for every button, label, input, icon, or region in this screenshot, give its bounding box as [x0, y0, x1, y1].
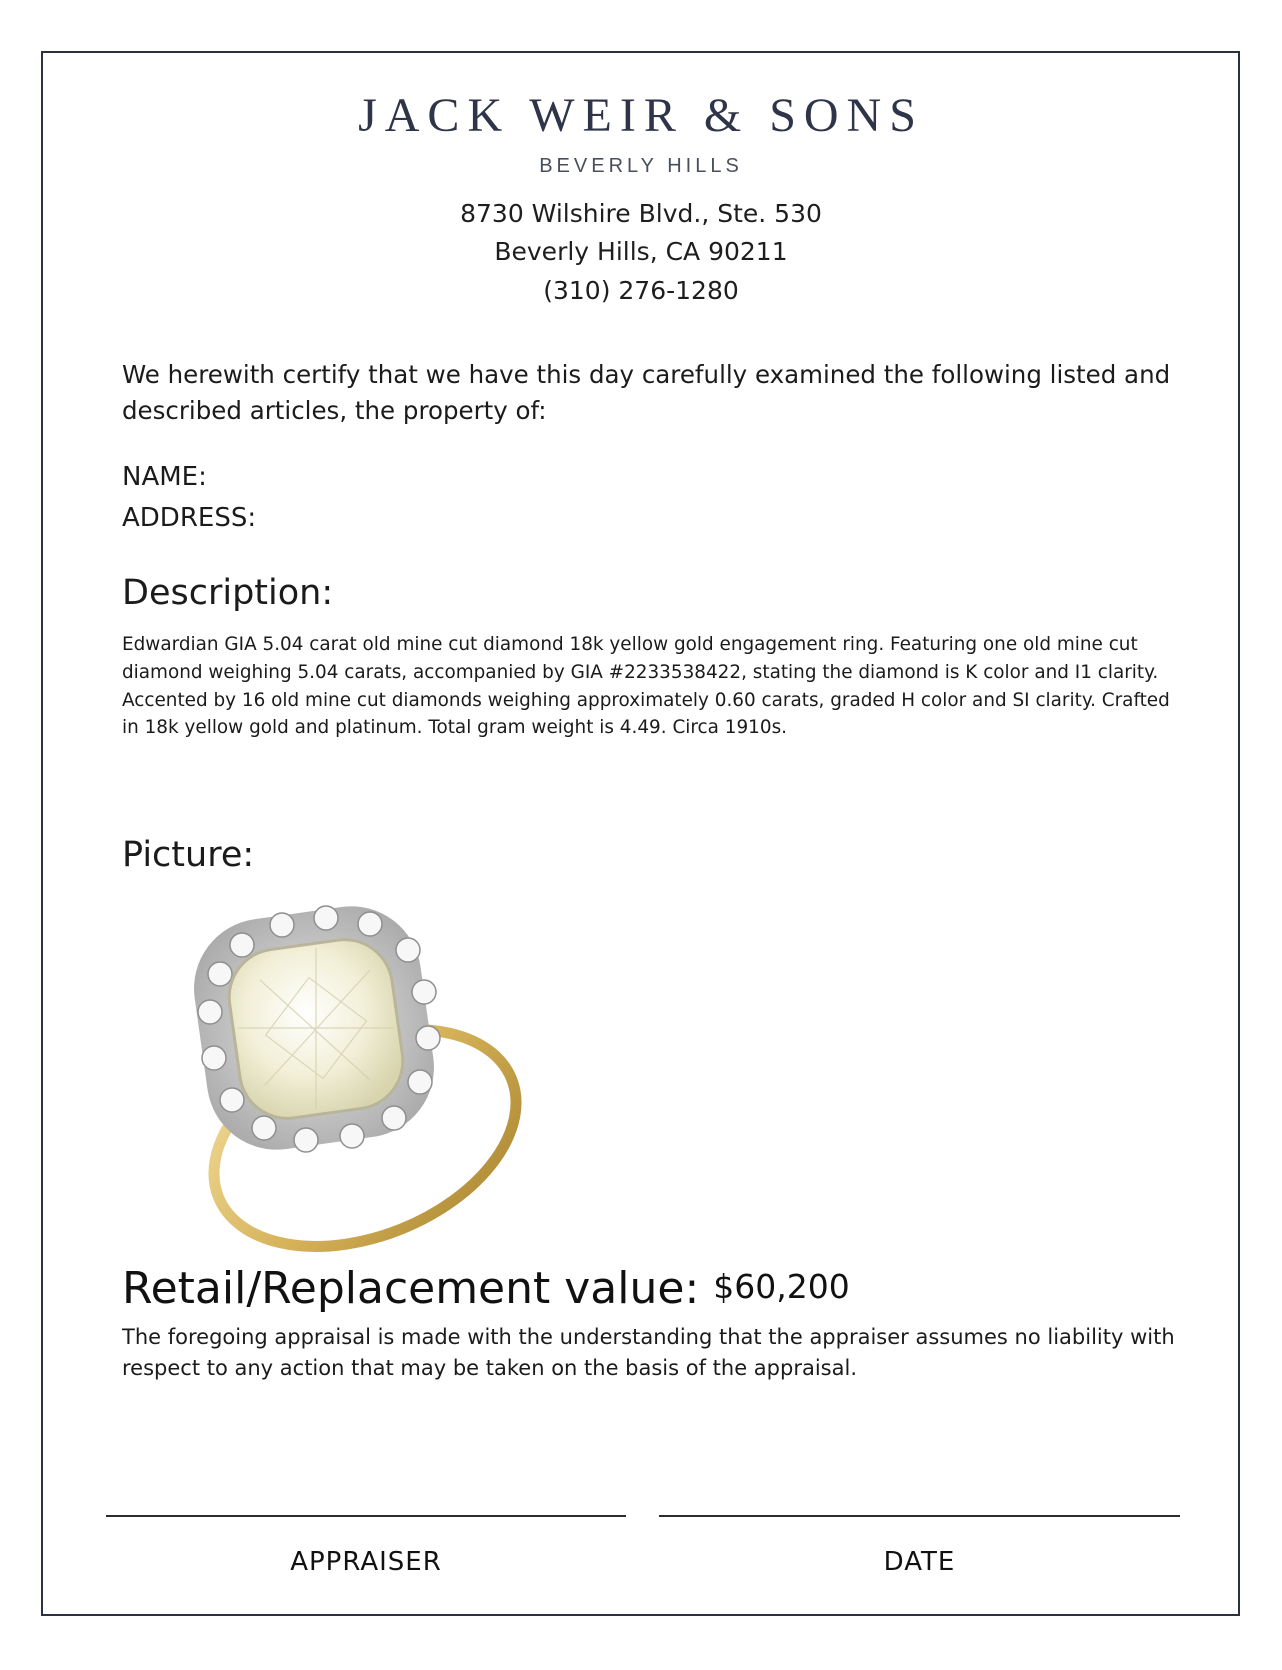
certification-statement: We herewith certify that we have this day carefully examined the following listed and described articles, the property of:	[122, 360, 1171, 425]
description-text: Edwardian GIA 5.04 carat old mine cut diamond 18k yellow gold engagement ring. Featuring one old mine cut diamond weighing 5.04 carats, accompanied by GIA #2233538422, stating the diamond is K color and I1 clarity. Accented by 16 old mine cut diamonds weighing approximately 0.60 carats, graded H color and SI clarity. Crafted in 18k yellow gold and platinum. Total gram weight is 4.49. Circa 1910s.	[122, 634, 1170, 739]
brand-location: BEVERLY HILLS	[539, 155, 743, 177]
picture-heading: Picture:	[122, 835, 255, 875]
name-label: NAME:	[122, 462, 207, 492]
address-line-1: 8730 Wilshire Blvd., Ste. 530	[460, 199, 822, 228]
brand-name: JACK WEIR & SONS	[358, 89, 924, 142]
appraiser-label: APPRAISER	[290, 1547, 442, 1577]
address-label: ADDRESS:	[122, 503, 257, 533]
valuation-label: Retail/Replacement value:	[122, 1263, 700, 1314]
ring-photo	[180, 900, 540, 1255]
valuation-value: $60,200	[713, 1267, 850, 1306]
description-heading: Description:	[122, 573, 334, 613]
appraiser-signature-line	[106, 1515, 626, 1517]
address-line-2: Beverly Hills, CA 90211	[494, 237, 788, 266]
phone-number: (310) 276-1280	[543, 276, 739, 305]
date-label: DATE	[883, 1547, 956, 1577]
disclaimer-text: The foregoing appraisal is made with the understanding that the appraiser assumes no liability with respect to any action that may be taken on the basis of the appraisal.	[122, 1325, 1175, 1380]
valuation-line	[122, 1263, 850, 1314]
date-signature-line	[659, 1515, 1180, 1517]
